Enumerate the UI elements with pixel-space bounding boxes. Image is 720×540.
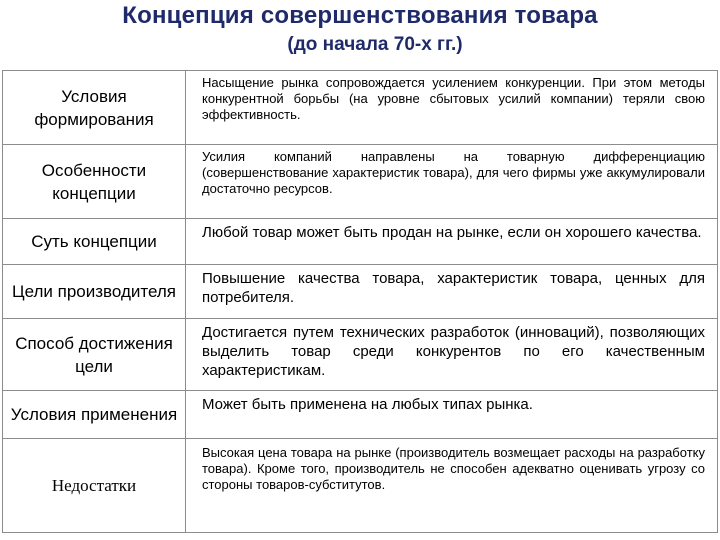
row-label: Особенности концепции	[3, 145, 186, 219]
row-text: Любой товар может быть продан на рынке, если он хорошего качества.	[186, 219, 718, 265]
row-label: Суть концепции	[3, 219, 186, 265]
row-label: Условия формирования	[3, 71, 186, 145]
page-subtitle: (до начала 70-х гг.)	[287, 34, 463, 55]
table-row-achievement-method	[3, 319, 718, 391]
table-row-application-conditions	[3, 391, 718, 439]
row-text: Повышение качества товара, характеристик товара, ценных для потребителя.	[186, 265, 718, 319]
page-title: Концепция совершенствования товара	[122, 2, 598, 29]
row-text: Усилия компаний направлены на товарную дифференциацию (совершенствование характеристик товара), для чего фирмы уже аккумулировали достаточно ресурсов.	[186, 145, 718, 219]
concept-table	[2, 70, 718, 533]
row-label: Недостатки	[3, 439, 186, 533]
row-label: Условия применения	[3, 391, 186, 439]
row-text: Высокая цена товара на рынке (производитель возмещает расходы на разработку товара). Кроме того, производитель не способен адекватно оценивать угрозу со стороны товаров-субститутов.	[186, 439, 718, 533]
table-row-drawbacks	[3, 439, 718, 533]
row-text: Насыщение рынка сопровождается усилением конкуренции. При этом методы конкурентной борьбы (на уровне сбытовых усилий компании) теряли свою эффективность.	[186, 71, 718, 145]
row-text: Может быть применена на любых типах рынка.	[186, 391, 718, 439]
table-row-concept-essence	[3, 219, 718, 265]
table-row-concept-features	[3, 145, 718, 219]
table-row-producer-goals	[3, 265, 718, 319]
row-label: Цели производителя	[3, 265, 186, 319]
row-label: Способ достижения цели	[3, 319, 186, 391]
row-text: Достигается путем технических разработок (инноваций), позволяющих выделить товар среди конкурентов по его качественным характеристикам.	[186, 319, 718, 391]
table-row-formation-conditions	[3, 71, 718, 145]
